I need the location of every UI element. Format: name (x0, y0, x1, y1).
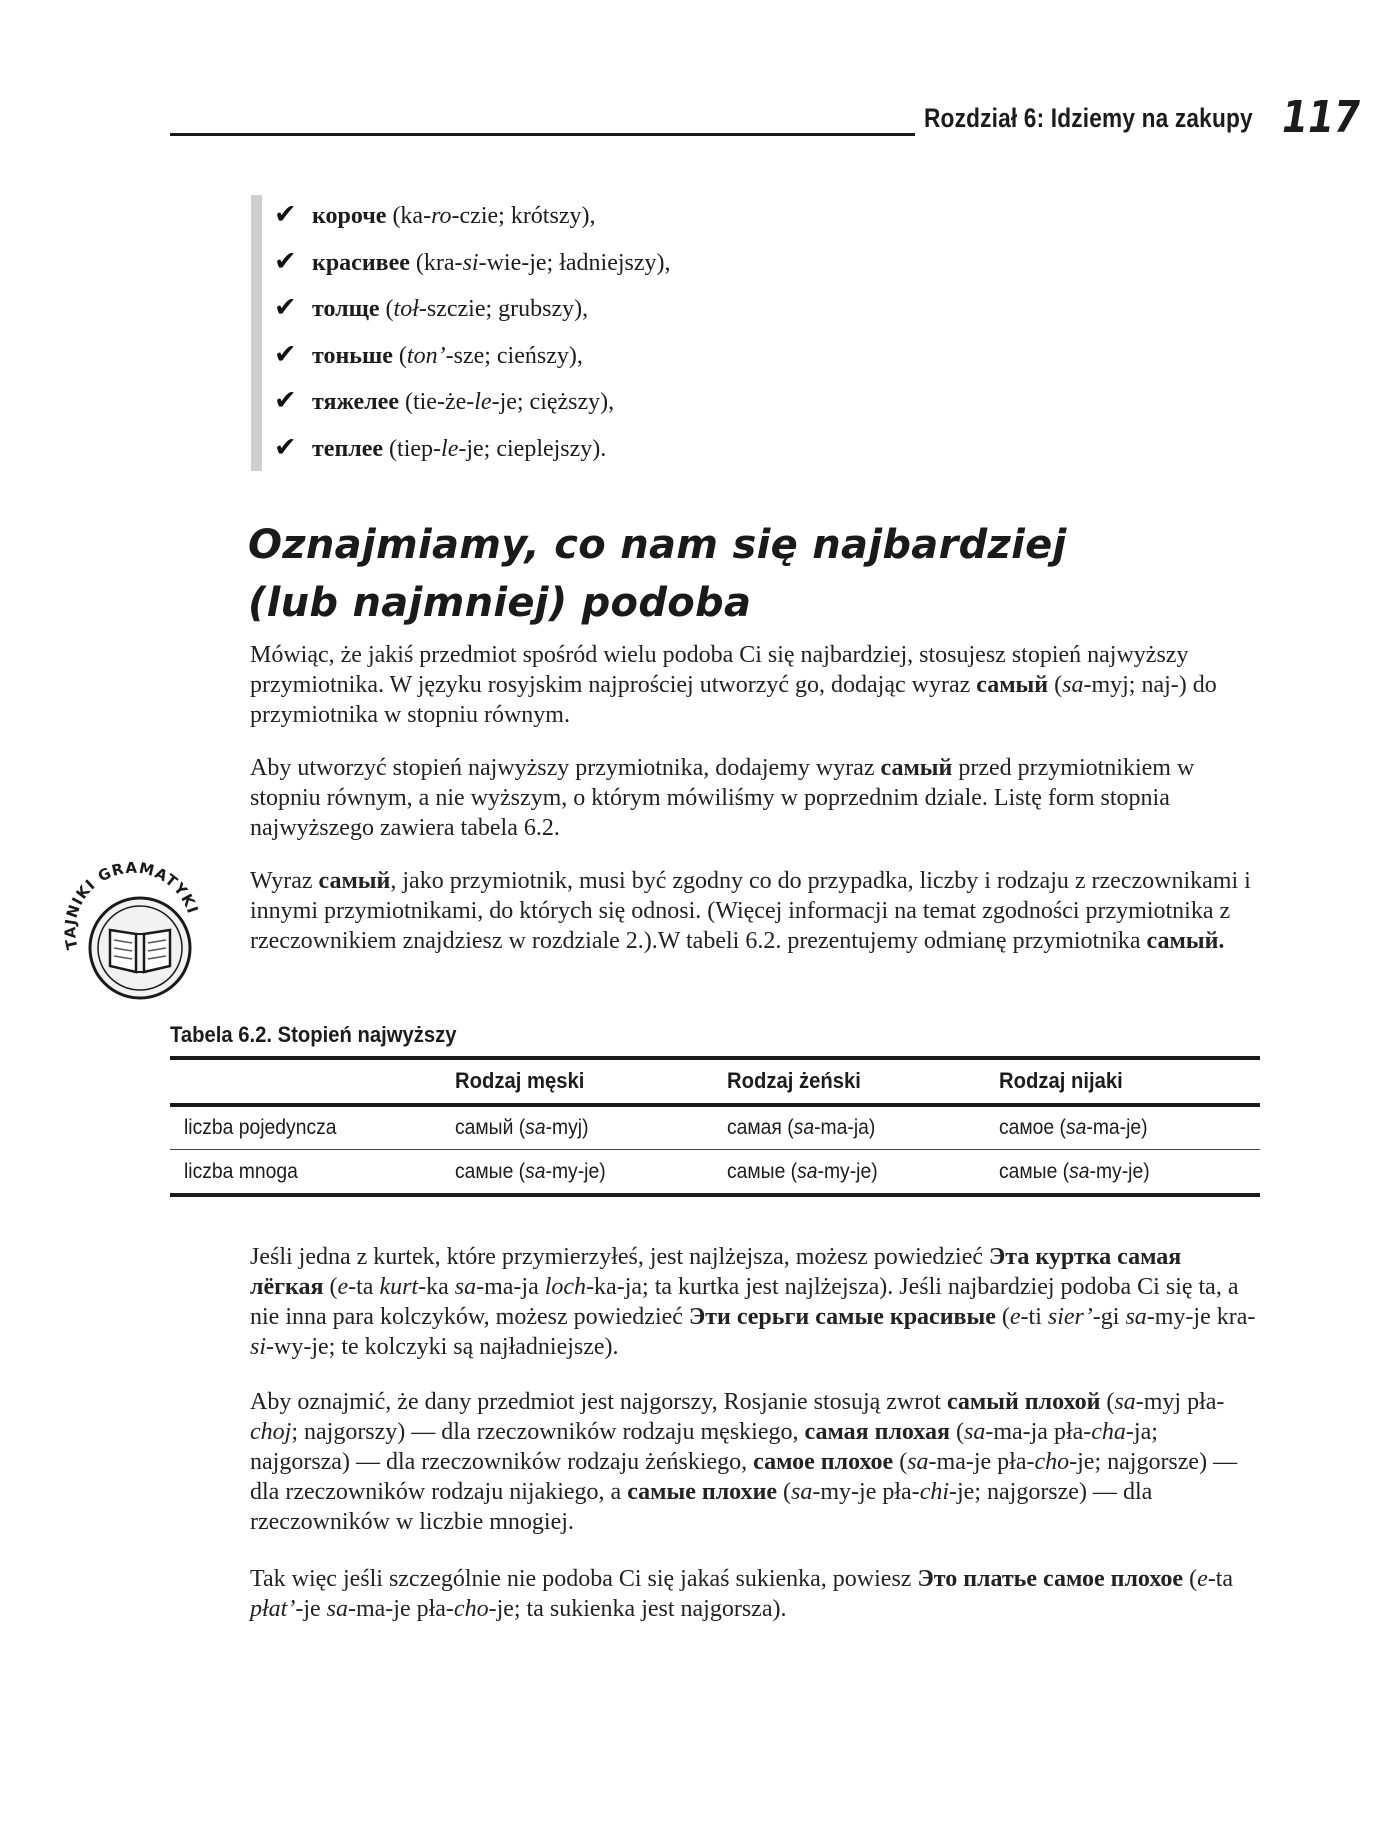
table-row-divider (170, 1149, 1260, 1150)
badge-label: TAJNIKI GRAMATYKI (61, 858, 202, 952)
table-cell: самое (sa-ma-je) (999, 1116, 1148, 1139)
checkmark-icon: ✔ (274, 245, 297, 277)
table-bottom-rule (170, 1193, 1260, 1197)
chapter-title: Rozdział 6: Idziemy na zakupy (924, 103, 1253, 133)
table-cell: самые (sa-my-je) (455, 1160, 606, 1183)
section-heading-line-1: Oznajmiamy, co nam się najbardziej (248, 522, 1067, 568)
table-header-masculine: Rodzaj męski (455, 1068, 585, 1093)
paragraph-superlative-formation: Aby utworzyć stopień najwyższy przymiotnika, dodajemy wyraz самый przed przymiotnikiem w stopniu równym, a nie wyższym, o którym mówiliśmy w poprzednim dziale. Listę form stopnia najwyższego zawiera tabela 6.2. (250, 755, 1195, 841)
checkmark-icon: ✔ (274, 338, 297, 370)
checklist-item: ✔ тоньше (ton’-sze; cieńszy), (274, 338, 583, 370)
checklist-item: ✔ теплее (tiep-le-je; cieplejszy). (274, 431, 607, 463)
checklist-item: ✔ красивее (kra-si-wie-je; ładniejszy), (274, 245, 671, 277)
table-cell: самые (sa-my-je) (727, 1160, 878, 1183)
checklist-item: ✔ толще (toł-szczie; grubszy), (274, 292, 589, 323)
grammar-secrets-badge-icon (48, 848, 206, 1006)
table-header-neuter: Rodzaj nijaki (999, 1068, 1123, 1093)
table-cell: самая (sa-ma-ja) (727, 1116, 876, 1139)
header-rule (170, 133, 915, 136)
table-row-label: liczba mnoga (184, 1160, 298, 1183)
checkmark-icon: ✔ (274, 199, 297, 230)
paragraph-worst-dress-example: Tak więc jeśli szczególnie nie podoba Ci się jakaś sukienka, powiesz Это платье самое плохое (e-ta płat’-je sa-ma-je pła-cho-je; ta sukienka jest najgorsza). (250, 1566, 1234, 1622)
table-row-label: liczba pojedyncza (184, 1116, 337, 1139)
page-number: 117 (1282, 92, 1361, 143)
table-cell: самый (sa-myj) (455, 1116, 589, 1139)
table-top-rule (170, 1056, 1260, 1060)
paragraph-superlative-intro: Mówiąc, że jakiś przedmiot spośród wielu podoba Ci się najbardziej, stosujesz stopień najwyższy przymiotnika. W języku rosyjskim najprościej utworzyć go, dodając wyraz самый (sa-myj; naj-) do przymiotnika w stopniu równym. (250, 642, 1217, 728)
checklist-sidebar-bar (251, 195, 262, 471)
section-heading-line-2: (lub najmniej) podoba (248, 580, 752, 626)
checklist-item: ✔ короче (ka-ro-czie; krótszy), (274, 199, 596, 230)
paragraph-samyj-agreement: Wyraz самый, jako przymiotnik, musi być zgodny co do przypadka, liczby i rodzaju z rzeczownikami i innymi przymiotnikami, do których się odnosi. (Więcej informacji na temat zgodności przymiotnika z rzeczownikiem znajdziesz w rozdziale 2.).W tabeli 6.2. prezentujemy odmianę przymiotnika самый. (250, 868, 1251, 954)
table-header-rule (170, 1103, 1260, 1107)
checkmark-icon: ✔ (274, 431, 297, 463)
checkmark-icon: ✔ (274, 292, 297, 323)
paragraph-lightest-prettiest-examples: Jeśli jedna z kurtek, które przymierzyłeś, jest najlżejsza, możesz powiedzieć Эта куртка самая лёгкая (e-ta kurt-ka sa-ma-ja loch-ka-ja; ta kurtka jest najlżejsza). Jeśli najbardziej podoba Ci się ta, a nie inna para kolczyków, możesz powiedzieć Эти серьги самые красивые (e-ti sier’-gi sa-my-je kra-si-wy-je; te kolczyki są najładniejsze). (250, 1244, 1256, 1360)
paragraph-worst-forms: Aby oznajmić, że dany przedmiot jest najgorszy, Rosjanie stosują zwrot самый плохой (sa-myj pła-choj; najgorszy) — dla rzeczowników rodzaju męskiego, самая плохая (sa-ma-ja pła-cha-ja; najgorsza) — dla rzeczowników rodzaju żeńskiego, самое плохое (sa-ma-je pła-cho-je; najgorsze) — dla rzeczowników rodzaju nijakiego, a самые плохие (sa-my-je pła-chi-je; najgorsze) — dla rzeczowników w liczbie mnogiej. (250, 1389, 1238, 1535)
table-caption: Tabela 6.2. Stopień najwyższy (170, 1022, 457, 1047)
table-header-feminine: Rodzaj żeński (727, 1068, 861, 1093)
checkmark-icon: ✔ (274, 385, 297, 416)
table-cell: самые (sa-my-je) (999, 1160, 1150, 1183)
checklist-item: ✔ тяжелее (tie-że-le-je; cięższy), (274, 385, 615, 416)
